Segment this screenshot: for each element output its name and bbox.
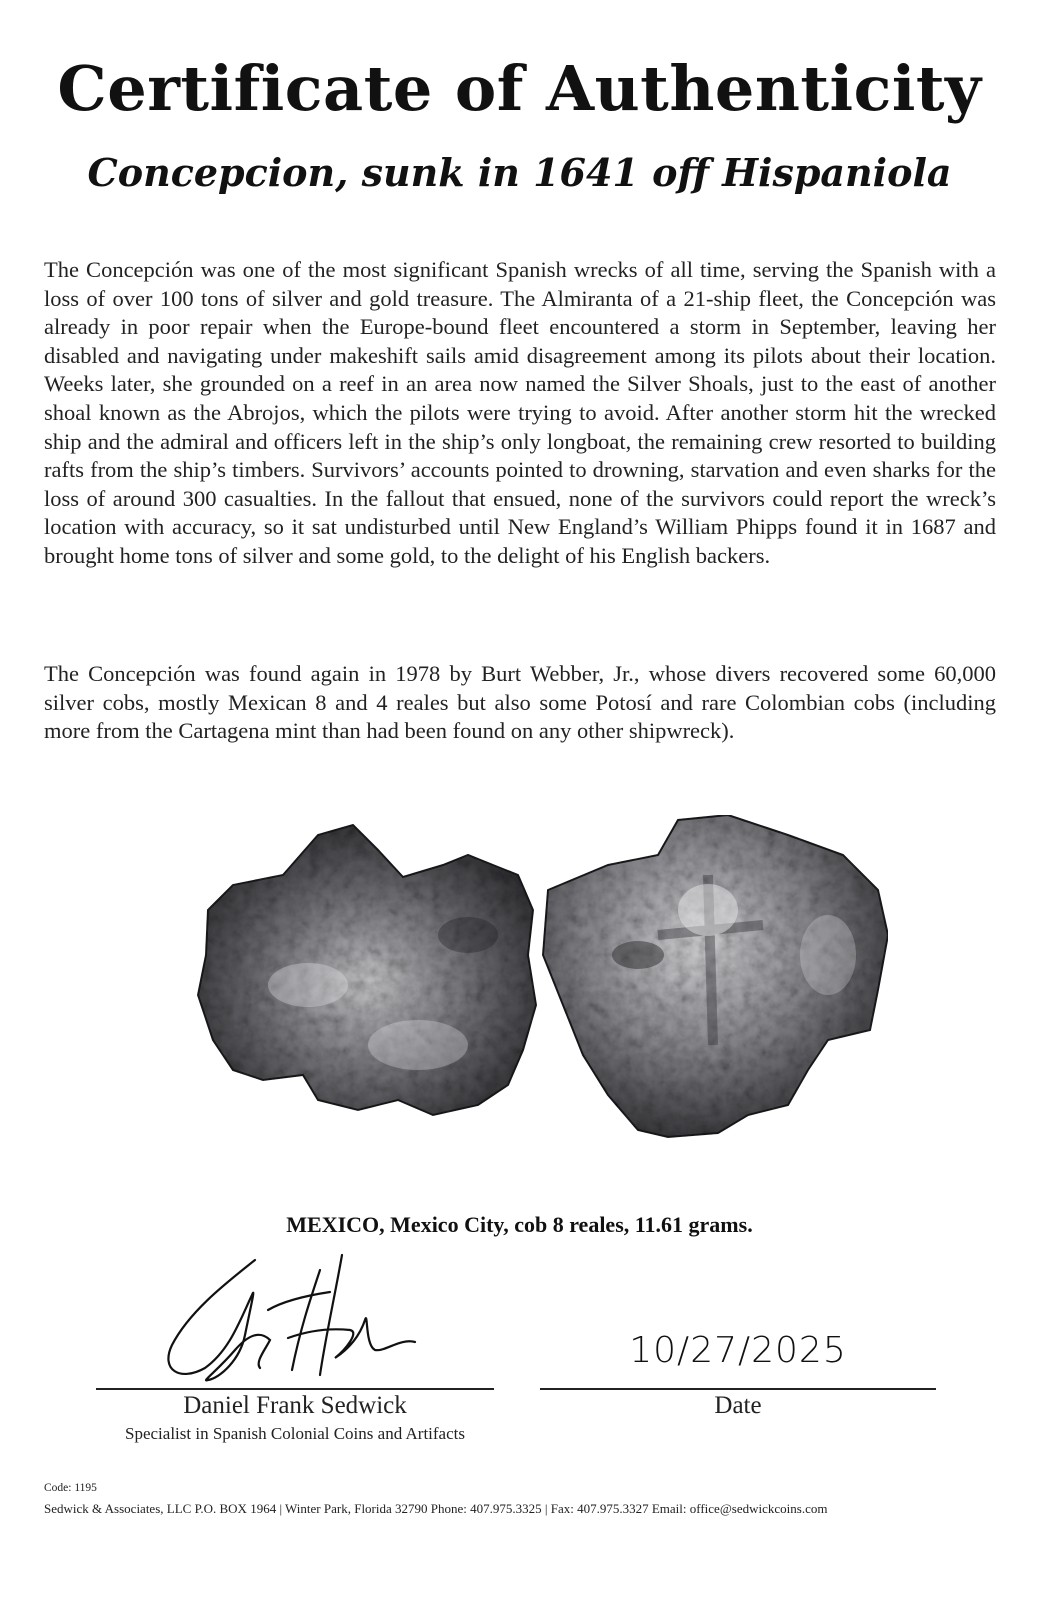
signer-title: Specialist in Spanish Colonial Coins and Artifacts <box>125 1424 465 1443</box>
coin-obverse <box>198 825 536 1115</box>
handwritten-signature <box>160 1250 430 1400</box>
certificate-code: Code: 1195 <box>44 1482 97 1494</box>
signer-name: Daniel Frank Sedwick <box>183 1392 407 1419</box>
history-paragraph-1: The Concepción was one of the most significant Spanish wrecks of all time, serving the Spanish with a loss of over 100 tons of silver and gold treasure. The Almiranta of a 21-ship fleet, the Concepción was already in poor repair when the Europe-bound fleet encountered a storm in September, leaving her disabled and navigating under makeshift sails amid disagreement among its pilots about their location. Weeks later, she grounded on a reef in an area now named the Silver Shoals, just to the east of another shoal known as the Abrojos, which the pilots were trying to avoid. After another storm hit the wrecked ship and the admiral and officers left in the ship’s only longboat, the remaining crew resorted to building rafts from the ship’s timbers. Survivors’ accounts pointed to drowning, starvation and even sharks for the loss of around 300 casualties. In the fallout that ensued, none of the survivors could report the wreck’s location with accuracy, so it sat undisturbed until New England’s William Phipps found it in 1687 and brought home tons of silver and some gold, to the delight of his English backers. <box>44 257 996 568</box>
certificate-subtitle: Concepcion, sunk in 1641 off Hispaniola <box>87 150 952 195</box>
certificate-title: Certificate of Authenticity <box>57 52 982 125</box>
history-paragraph-2: The Concepción was found again in 1978 by Burt Webber, Jr., whose divers recovered some 60,000 silver cobs, mostly Mexican 8 and 4 reales but also some Potosí and rare Colombian cobs (including more from the Cartagena mint than had been found on any other shipwreck). <box>44 661 996 744</box>
date-value: 10/27/2025 <box>629 1330 847 1371</box>
date-label: Date <box>714 1392 762 1419</box>
signature-line <box>96 1388 494 1390</box>
date-line <box>540 1388 936 1390</box>
coin-photo <box>188 815 888 1145</box>
coin-caption: MEXICO, Mexico City, cob 8 reales, 11.61 grams. <box>286 1212 753 1237</box>
contact-footer: Sedwick & Associates, LLC P.O. BOX 1964 | Winter Park, Florida 32790 Phone: 407.975.3325 | Fax: 407.975.3327 Email: office@sedwickcoins.com <box>44 1501 828 1516</box>
coin-reverse <box>543 815 888 1137</box>
